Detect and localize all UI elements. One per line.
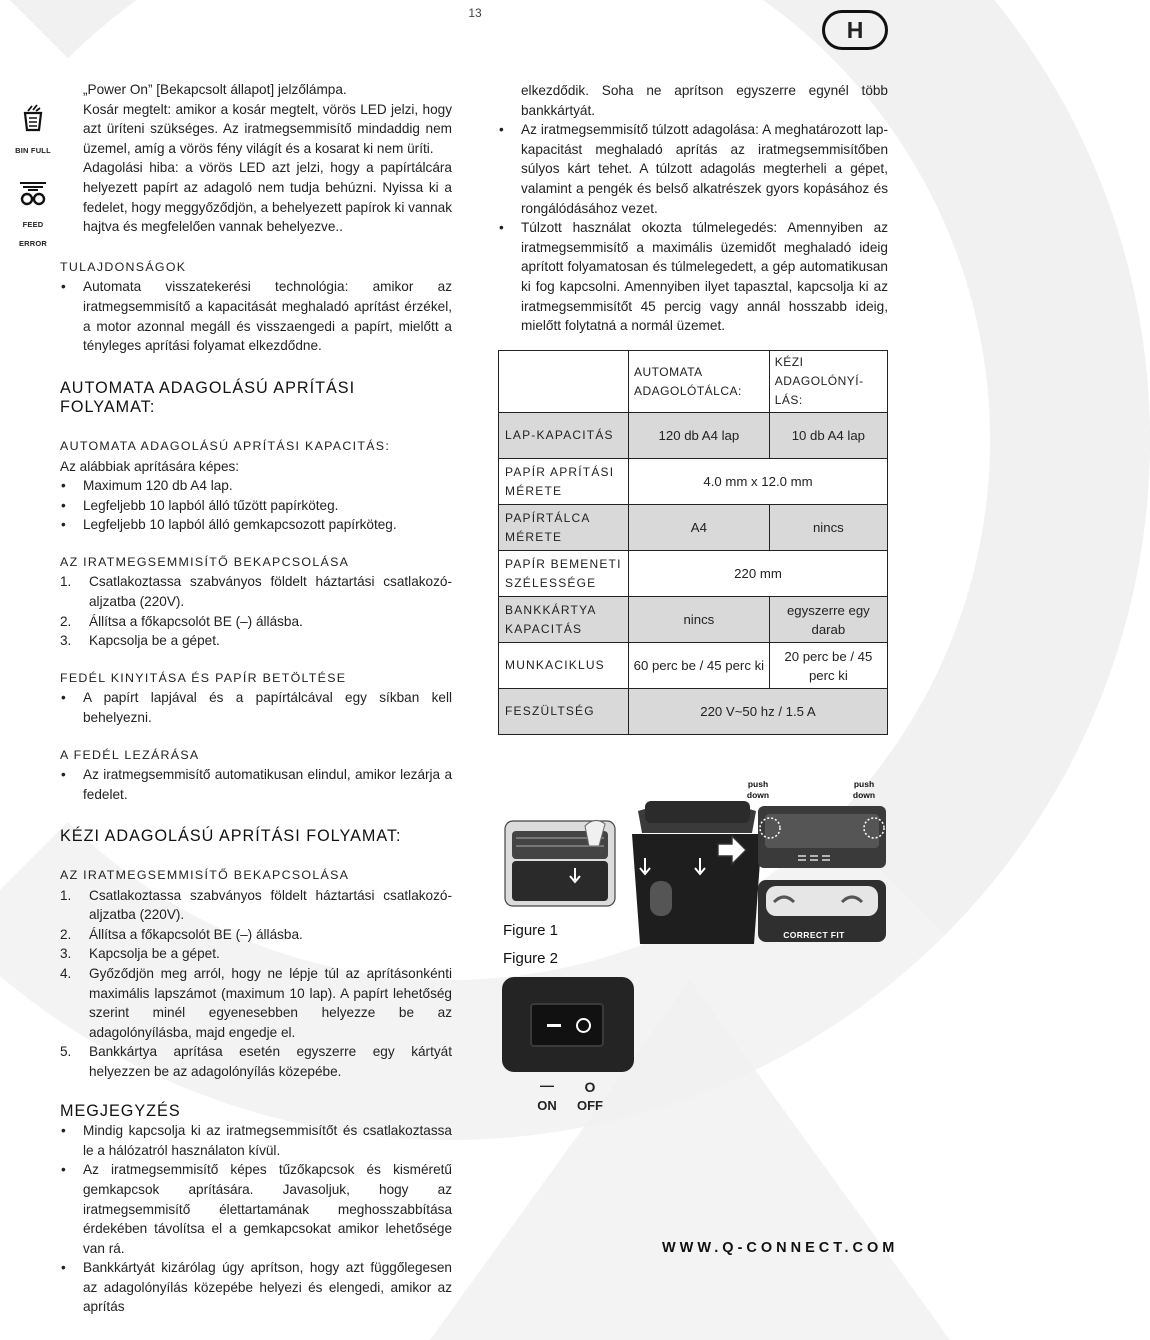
list-item: • Az iratmegsemmisítő automatikusan elindul, amikor lezárja a fedelet.	[60, 765, 452, 804]
on-label: ON	[537, 1098, 557, 1113]
list-item: • Bankkártyát kizárólag úgy aprítson, hogy azt függőlegesen az adagolónyílás közepébe helyezi és elengedi, amikor az aprítás	[60, 1258, 452, 1317]
feed-error-indicator	[8, 180, 58, 254]
lid-close-list	[60, 765, 452, 804]
list-item: • Az iratmegsemmisítő túlzott adagolása: A meghatározott lap-kapacitást meghaladó aprítás az iratmegsemmisítőben súlyos kárt tehet. A túlzott adagolás megterheli a gépet, valamint a pengék és belső alkatrészek gyors kopásához és rongálódásához vezet.	[498, 120, 888, 218]
bin-full-indicator	[8, 104, 58, 160]
auto-power-heading: AZ IRATMEGSEMMISÍTŐ BEKAPCSOLÁSA	[60, 554, 350, 569]
auto-section-heading: AUTOMATA ADAGOLÁSÚ APRÍTÁSI FOLYAMAT:	[60, 378, 356, 417]
list-item: 1. Csatlakoztassa szabványos földelt háztartási csatlakozó-aljzatba (220V).	[60, 574, 452, 610]
lid-close-heading: A FEDÉL LEZÁRÁSA	[60, 747, 200, 762]
auto-capacity-heading: AUTOMATA ADAGOLÁSÚ APRÍTÁSI KAPACITÁS:	[60, 438, 391, 453]
bin-full-icon-label: BIN FULL	[15, 145, 51, 155]
auto-power-steps	[60, 572, 452, 650]
feed-error-icon-label: FEED ERROR	[18, 219, 48, 249]
page-number: 13	[468, 6, 482, 20]
table-header-auto: AUTOMATA ADAGOLÓTÁLCA:	[629, 351, 770, 413]
feed-error-icon	[18, 180, 48, 206]
correct-fit-label: CORRECT FIT	[783, 930, 845, 940]
list-item: 3. Kapcsolja be a gépet.	[60, 633, 220, 649]
on-symbol: —	[540, 1077, 554, 1093]
table-row: FESZÜLTSÉG 220 V~50 hz / 1.5 A	[499, 689, 888, 735]
off-symbol: O	[584, 1079, 596, 1095]
power-on-text: „Power On” [Bekapcsolt állapot] jelzőlámpa.	[83, 82, 347, 97]
figure-1-label: Figure 1	[503, 922, 559, 939]
table-row: PAPÍR APRÍTÁSI MÉRETE 4.0 mm x 12.0 mm	[499, 459, 888, 505]
notes-list	[60, 1121, 452, 1317]
list-item: • Mindig kapcsolja ki az iratmegsemmisítőt és csatlakoztassa le a hálózatról használaton kívül.	[60, 1121, 452, 1160]
table-row: LAP-KAPACITÁS 120 db A4 lap 10 db A4 lap	[499, 413, 888, 459]
push-down-label-right: push down	[852, 779, 876, 800]
table-header-row	[499, 351, 888, 413]
features-list	[60, 277, 452, 355]
status-icons	[8, 104, 58, 274]
list-item: • Automata visszatekerési technológia: amikor az iratmegsemmisítő a kapacitását meghaladó aprítást érzékel, a motor azonnal megáll és visszaengedi a papírt, mielőtt a tényleges aprítási folyamat elkezdődne.	[60, 277, 452, 355]
right-column	[498, 81, 888, 336]
power-switch-image	[502, 977, 634, 1072]
shredder-body-image	[632, 801, 762, 944]
push-down-label-left: push down	[746, 779, 770, 800]
website-url: WWW.Q-CONNECT.COM	[662, 1240, 899, 1256]
status-indicators	[15, 80, 452, 249]
table-header-empty	[499, 351, 629, 413]
shredder-illustrations	[500, 776, 890, 946]
notes-heading: MEGJEGYZÉS	[60, 1101, 181, 1120]
list-item: • Legfeljebb 10 lapból álló gemkapcsozott papírköteg.	[60, 515, 452, 535]
language-badge: H	[822, 10, 888, 50]
specifications-table	[498, 350, 888, 735]
list-item: • Az iratmegsemmisítő képes tűzőkapcsok és kisméretű gemkapcsok aprítására. Javasoljuk, hogy az iratmegsemmisítő élettartamának meghosszabbítása érdekében távolítsa el a gemkapcsokat amikor lehetősége van rá.	[60, 1160, 452, 1258]
on-symbol-icon	[547, 1024, 561, 1027]
bin-full-icon	[21, 104, 45, 132]
list-item: • A papírt lapjával és a papírtálcával egy síkban kell behelyezni.	[60, 688, 452, 727]
notes-continuation: elkezdődik. Soha ne aprítson egyszerre egynél több bankkártyát.	[521, 83, 888, 118]
figure-2-label: Figure 2	[503, 950, 559, 967]
auto-capacity-list	[60, 476, 452, 535]
list-item: • Legfeljebb 10 lapból álló tűzött papírköteg.	[60, 496, 452, 516]
list-item: • Maximum 120 db A4 lap.	[60, 476, 452, 496]
list-item: • Túlzott használat okozta túlmelegedés: Amennyiben az iratmegsemmisítő a maximális üzemidőt meghaladó ideig aprított folyamatosan és túlmelegedett, a gép automatikusan ki fog kapcsolni. Amennyiben ilyet tapasztal, kapcsolja ki az iratmegsemmisítőt 45 percig vagy annál hosszabb ideig, mielőtt folytatná a normál üzemet.	[498, 218, 888, 336]
table-row: PAPÍR BEMENETI SZÉLESSÉGE 220 mm	[499, 551, 888, 597]
off-symbol-icon	[576, 1018, 591, 1033]
list-item: 1. Csatlakoztassa szabványos földelt háztartási csatlakozó-aljzatba (220V).	[60, 887, 452, 923]
manual-steps	[60, 886, 452, 1082]
table-row: PAPÍRTÁLCA MÉRETE A4 nincs	[499, 505, 888, 551]
auto-capacity-intro: Az alábbiak aprítására képes:	[60, 458, 240, 474]
open-lid-image	[505, 820, 615, 906]
bin-full-text: Kosár megtelt: amikor a kosár megtelt, vörös LED jelzi, hogy azt üríteni szükséges. Az iratmegsemmisítő mindaddig nem üzemel, amíg a vörös fény világít és a kosarat ki nem üríti.	[83, 101, 452, 156]
lid-open-heading: FEDÉL KINYITÁSA ÉS PAPÍR BETÖLTÉSE	[60, 670, 347, 685]
manual-power-heading: AZ IRATMEGSEMMISÍTŐ BEKAPCSOLÁSA	[60, 868, 350, 882]
features-heading: TULAJDONSÁGOK	[60, 259, 187, 274]
rocker-switch	[530, 1003, 604, 1047]
manual-section-heading: KÉZI ADAGOLÁSÚ APRÍTÁSI FOLYAMAT:	[60, 827, 402, 846]
table-row: BANKKÁRTYA KAPACITÁS nincs egyszerre egy darab	[499, 597, 888, 643]
table-header-manual: KÉZI ADAGOLÓNYÍ-LÁS:	[769, 351, 887, 413]
list-item: 5. Bankkártya aprítása esetén egyszerre egy kártyát helyezzen be az adagolónyílás közepébe.	[60, 1044, 452, 1079]
off-label: OFF	[577, 1098, 603, 1113]
warnings-list	[498, 120, 888, 336]
feed-error-text: Adagolási hiba: a vörös LED azt jelzi, hogy a papírtálcára helyezett papírt az adagoló nem tudja behúzni. Nyissa ki a fedelet, hogy meggyőződjön, a behelyezett papírok ki vannak hajtva és megfelelően vannak behelyezve..	[83, 160, 452, 235]
list-item: 2. Állítsa a főkapcsolót BE (–) állásba.	[60, 926, 303, 942]
list-item: 3. Kapcsolja be a gépet.	[60, 946, 220, 962]
lid-open-list	[60, 688, 452, 727]
table-row: MUNKACIKLUS 60 perc be / 45 perc ki 20 perc be / 45 perc ki	[499, 643, 888, 689]
left-column	[15, 80, 452, 1317]
list-item: 4. Győződjön meg arról, hogy ne lépje túl az aprításonkénti maximális lapszámot (maximum 10 lap). A papírt lehetőség szerint minél egyenesebben helyezze be az adagolónyílásba, majd engedje el.	[60, 965, 452, 1040]
top-view-image	[758, 806, 886, 868]
list-item: 2. Állítsa a főkapcsolót BE (–) állásba.	[60, 613, 303, 629]
